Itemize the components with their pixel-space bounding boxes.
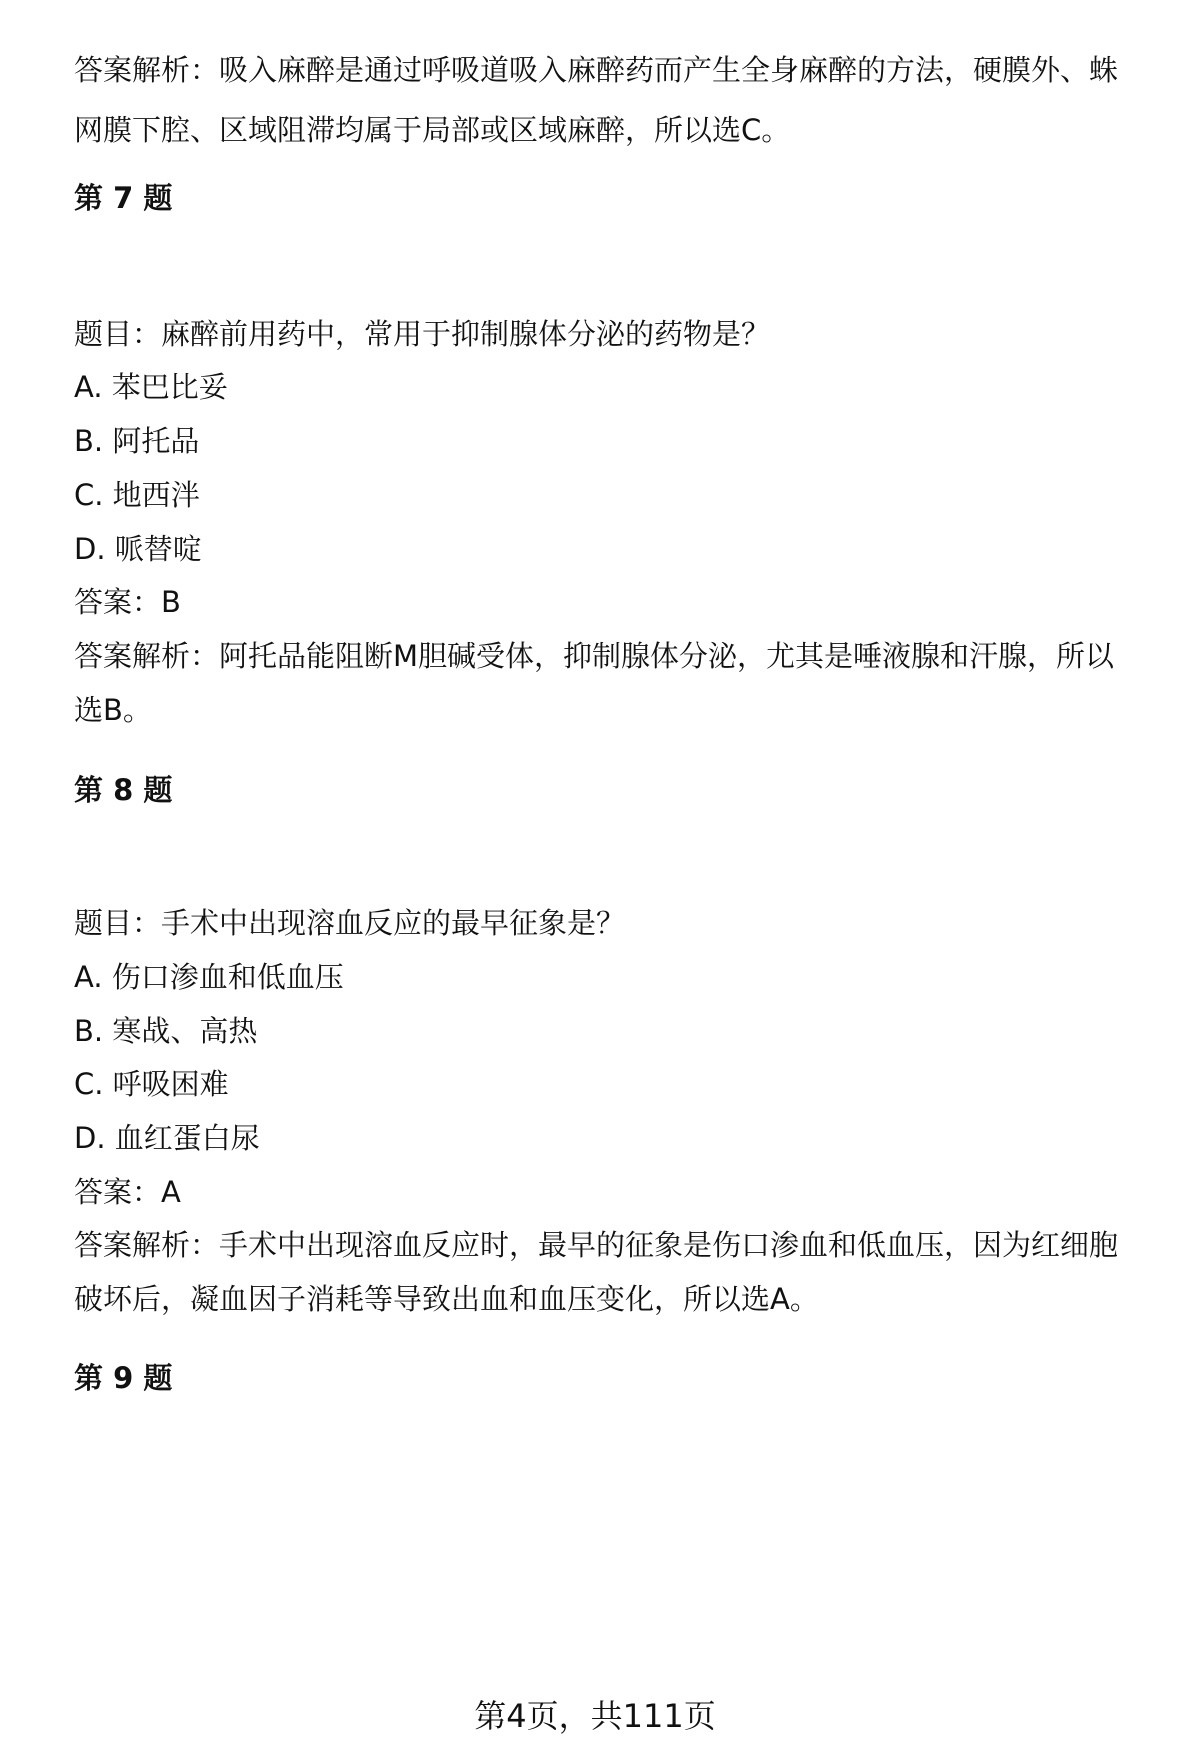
question-8-prompt: 题目：手术中出现溶血反应的最早征象是？ — [74, 906, 626, 940]
prev-explanation-line-1: 答案解析：吸入麻醉是通过呼吸道吸入麻醉药而产生全身麻醉的方法，硬膜外、蛛 — [74, 53, 1119, 87]
question-8-option-b: B. 寒战、高热 — [74, 1014, 258, 1048]
question-7-heading: 第 7 题 — [74, 181, 173, 215]
question-7-option-d: D. 哌替啶 — [74, 532, 202, 566]
page-number-footer: 第4页，共111页 — [474, 1697, 716, 1735]
prev-explanation-line-2: 网膜下腔、区域阻滞均属于局部或区域麻醉，所以选C。 — [74, 113, 791, 147]
question-7-answer: 答案：B — [74, 585, 181, 619]
question-8-option-d: D. 血红蛋白尿 — [74, 1121, 260, 1155]
question-7-option-b: B. 阿托品 — [74, 424, 200, 458]
question-8-option-a: A. 伤口渗血和低血压 — [74, 960, 344, 994]
question-8-answer: 答案：A — [74, 1175, 181, 1209]
question-8-heading: 第 8 题 — [74, 773, 173, 807]
question-8-explanation-line-1: 答案解析：手术中出现溶血反应时，最早的征象是伤口渗血和低血压，因为红细胞 — [74, 1228, 1119, 1262]
question-9-heading: 第 9 题 — [74, 1361, 173, 1395]
question-8-explanation-line-2: 破坏后，凝血因子消耗等导致出血和血压变化，所以选A。 — [74, 1282, 819, 1316]
question-7-option-a: A. 苯巴比妥 — [74, 370, 228, 404]
question-7-explanation-line-1: 答案解析：阿托品能阻断M胆碱受体，抑制腺体分泌，尤其是唾液腺和汗腺，所以 — [74, 639, 1115, 673]
question-7-option-c: C. 地西泮 — [74, 478, 200, 512]
question-8-option-c: C. 呼吸困难 — [74, 1067, 229, 1101]
question-7-prompt: 题目：麻醉前用药中，常用于抑制腺体分泌的药物是？ — [74, 317, 771, 351]
question-7-explanation-line-2: 选B。 — [74, 693, 152, 727]
